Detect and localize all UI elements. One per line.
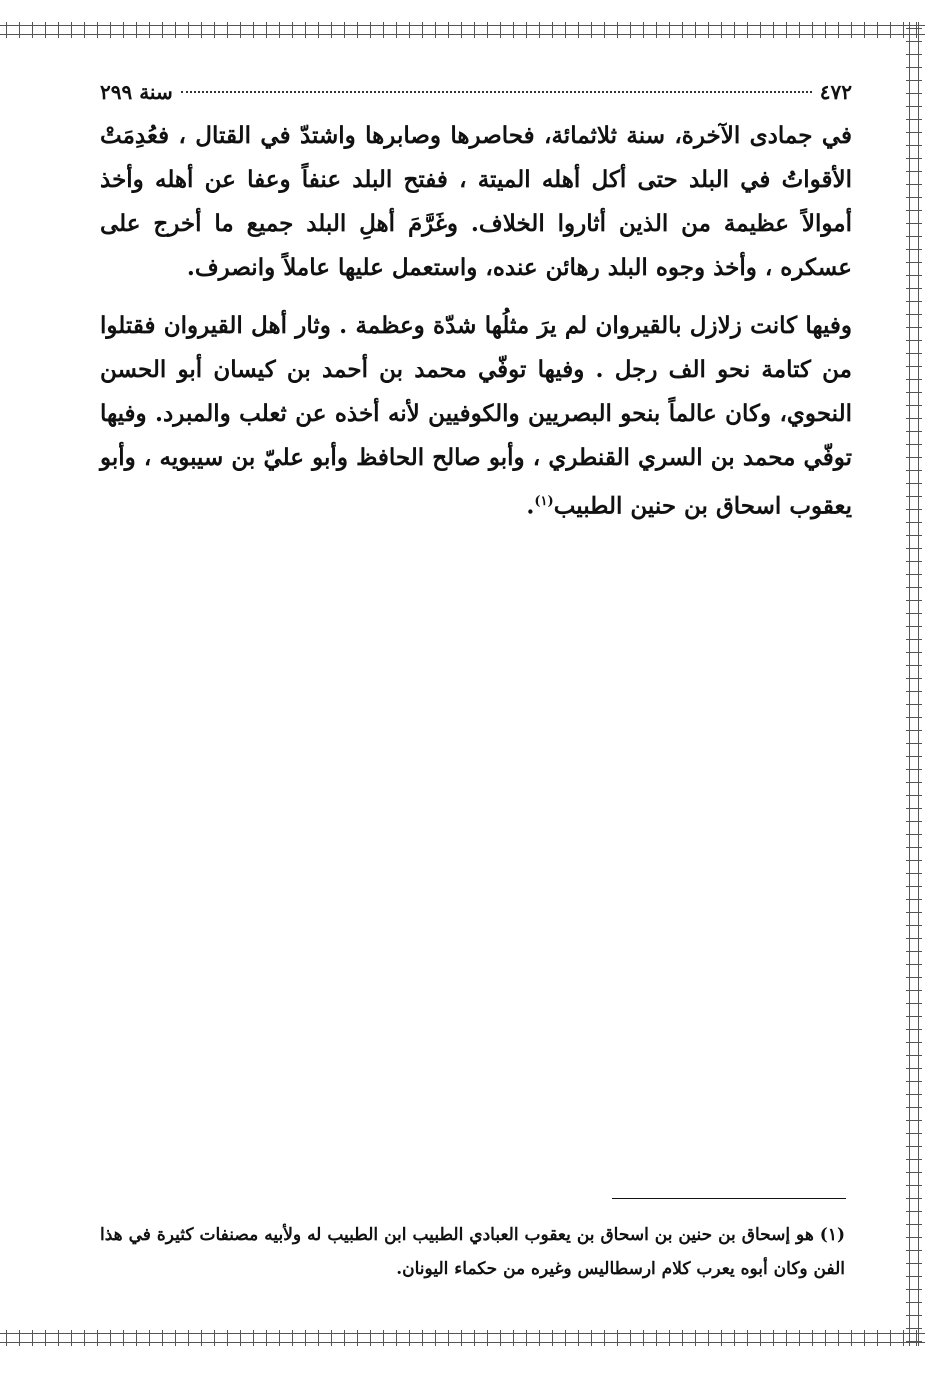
footnote-marker: (١) <box>534 494 554 509</box>
paragraph-1: في جمادى الآخرة، سنة ثلاثمائة، فحاصرها وصابرها واشتدّ في القتال ، فعُدِمَتْ الأقواتُ في البلد حتى أكل أهله الميتة ، ففتح البلد عنفاً وعفا عن أهله وأخذ أموالاً عظيمة من الذين أثاروا الخلاف. وغَرَّمَ أهلِ البلد جميع ما أخرج على عسكره ، وأخذ وجوه البلد رهائن عنده، واستعمل عليها عاملاً وانصرف. <box>100 122 852 281</box>
paragraph-2 <box>100 304 852 529</box>
paragraph-2-closing: . <box>526 492 535 520</box>
page-content <box>100 80 852 529</box>
page-number: ٤٧٢ <box>819 80 852 104</box>
top-ornamental-border <box>0 22 925 38</box>
footnotes <box>100 1218 845 1286</box>
bottom-ornamental-border <box>0 1330 925 1346</box>
right-ornamental-border <box>906 22 922 1346</box>
running-head <box>100 80 852 114</box>
footnote-1: (١) هو إسحاق بن حنين بن اسحاق بن يعقوب العبادي الطبيب ابن الطبيب له ولأبيه مصنفات كثيرة في هذا الفن وكان أبوه يعرب كلام ارسطاليس وغيره من حكماء اليونان. <box>100 1225 845 1279</box>
footnote-separator <box>612 1198 846 1199</box>
paragraph-2-text: وفيها كانت زلازل بالقيروان لم يرَ مثلُها شدّة وعظمة . وثار أهل القيروان فقتلوا من كتامة نحو الف رجل . وفيها توفّي محمد بن أحمد بن كيسان أبو الحسن النحوي، وكان عالماً بنحو البصريين والكوفيين لأنه أخذه عن ثعلب والمبرد. وفيها توفّي محمد بن السري القنطري ، وأبو صالح الحافظ وأبو عليّ بن سيبويه ، وأبو يعقوب اسحاق بن حنين الطبيب <box>100 312 852 520</box>
dotted-leader <box>181 91 812 93</box>
year-label: سنة ٢٩٩ <box>100 80 173 104</box>
